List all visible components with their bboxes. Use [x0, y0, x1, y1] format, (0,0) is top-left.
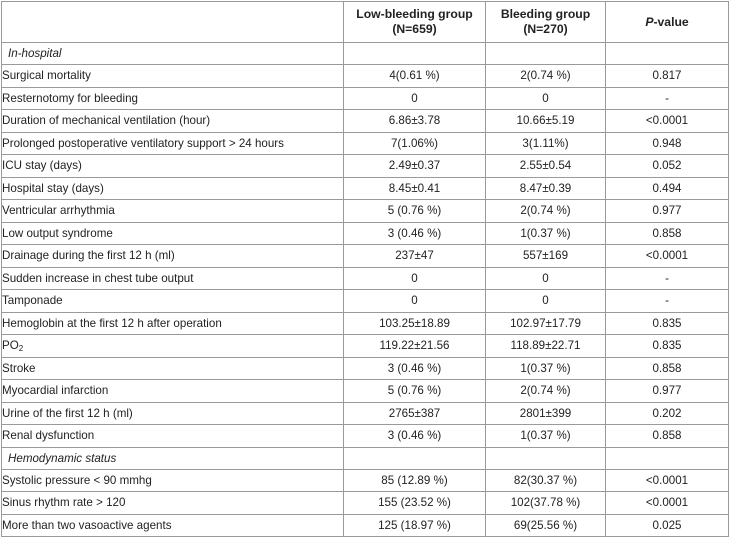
table-row	[2, 87, 729, 110]
row-label: Low output syndrome	[2, 226, 113, 240]
low-bleeding-value: 119.22±21.56	[344, 335, 486, 358]
row-label-cell	[2, 200, 344, 223]
section-title: Hemodynamic status	[2, 447, 344, 469]
bleeding-value: 8.47±0.39	[486, 177, 606, 200]
row-label-cell	[2, 245, 344, 268]
row-label-cell	[2, 177, 344, 200]
bleeding-value: 102(37.78 %)	[486, 492, 606, 515]
row-label: Myocardial infarction	[2, 384, 109, 398]
row-label: More than two vasoactive agents	[2, 518, 172, 532]
row-label: Hospital stay (days)	[2, 181, 104, 195]
section-row	[2, 447, 729, 469]
p-value: 0.202	[606, 402, 729, 425]
table-row	[2, 492, 729, 515]
low-bleeding-value: 0	[344, 267, 486, 290]
row-label: Hemoglobin at the first 12 h after operation	[2, 316, 222, 330]
low-bleeding-value: 3 (0.46 %)	[344, 425, 486, 448]
bleeding-value: 69(25.56 %)	[486, 514, 606, 537]
table-row	[2, 312, 729, 335]
p-value: 0.858	[606, 425, 729, 448]
table-row	[2, 357, 729, 380]
bleeding-value: 2(0.74 %)	[486, 65, 606, 88]
header-low-bleeding	[344, 2, 486, 43]
row-label-cell	[2, 312, 344, 335]
header-low-n: (N=659)	[392, 22, 437, 36]
low-bleeding-value: 5 (0.76 %)	[344, 380, 486, 403]
row-label: Tamponade	[2, 294, 63, 308]
p-value: 0.817	[606, 65, 729, 88]
header-bleeding	[486, 2, 606, 43]
table-row	[2, 514, 729, 537]
section-row	[2, 43, 729, 65]
section-title: In-hospital	[2, 43, 344, 65]
row-label: Surgical mortality	[2, 69, 91, 83]
low-bleeding-value: 0	[344, 87, 486, 110]
table-row	[2, 155, 729, 178]
section-empty-cell	[486, 43, 606, 65]
bleeding-value: 0	[486, 290, 606, 313]
row-label-cell	[2, 65, 344, 88]
p-value: <0.0001	[606, 245, 729, 268]
low-bleeding-value: 103.25±18.89	[344, 312, 486, 335]
row-label: Stroke	[2, 361, 36, 375]
row-label: Prolonged postoperative ventilatory support > 24 hours	[2, 136, 284, 150]
row-label-cell	[2, 469, 344, 492]
table-row	[2, 469, 729, 492]
row-label-cell	[2, 492, 344, 515]
table-row	[2, 290, 729, 313]
row-label: Duration of mechanical ventilation (hour)	[2, 114, 211, 128]
table-body	[2, 43, 729, 537]
low-bleeding-value: 6.86±3.78	[344, 110, 486, 133]
header-bleed-n: (N=270)	[523, 22, 568, 36]
header-low-title: Low-bleeding group	[356, 7, 473, 21]
table-row	[2, 110, 729, 133]
row-label-cell	[2, 222, 344, 245]
bleeding-value: 10.66±5.19	[486, 110, 606, 133]
bleeding-value: 557±169	[486, 245, 606, 268]
p-value: 0.858	[606, 222, 729, 245]
row-label: PO	[2, 338, 19, 352]
bleeding-value: 102.97±17.79	[486, 312, 606, 335]
row-label-cell	[2, 425, 344, 448]
table-row	[2, 200, 729, 223]
table-row	[2, 335, 729, 358]
row-label-cell	[2, 335, 344, 358]
row-label-cell	[2, 132, 344, 155]
table-row	[2, 132, 729, 155]
section-empty-cell	[486, 447, 606, 469]
section-empty-cell	[606, 43, 729, 65]
outcomes-table	[1, 1, 729, 537]
low-bleeding-value: 155 (23.52 %)	[344, 492, 486, 515]
row-label-cell	[2, 155, 344, 178]
row-label: Drainage during the first 12 h (ml)	[2, 249, 175, 263]
row-label-cell	[2, 380, 344, 403]
p-value: <0.0001	[606, 110, 729, 133]
header-p-value	[606, 2, 729, 43]
low-bleeding-value: 3 (0.46 %)	[344, 222, 486, 245]
header-p-italic: P	[645, 14, 654, 29]
bleeding-value: 1(0.37 %)	[486, 425, 606, 448]
p-value: 0.977	[606, 200, 729, 223]
row-label-cell	[2, 402, 344, 425]
low-bleeding-value: 2765±387	[344, 402, 486, 425]
row-label: Urine of the first 12 h (ml)	[2, 406, 133, 420]
table-row	[2, 245, 729, 268]
table-row	[2, 402, 729, 425]
low-bleeding-value: 125 (18.97 %)	[344, 514, 486, 537]
table-row	[2, 380, 729, 403]
bleeding-value: 2.55±0.54	[486, 155, 606, 178]
bleeding-value: 2801±399	[486, 402, 606, 425]
p-value: -	[606, 290, 729, 313]
bleeding-value: 2(0.74 %)	[486, 380, 606, 403]
row-label-subscript: 2	[18, 343, 24, 353]
p-value: 0.835	[606, 335, 729, 358]
row-label: ICU stay (days)	[2, 159, 82, 173]
table-row	[2, 65, 729, 88]
p-value: 0.052	[606, 155, 729, 178]
low-bleeding-value: 2.49±0.37	[344, 155, 486, 178]
bleeding-value: 2(0.74 %)	[486, 200, 606, 223]
row-label: Renal dysfunction	[2, 429, 95, 443]
row-label: Ventricular arrhythmia	[2, 204, 115, 218]
low-bleeding-value: 4(0.61 %)	[344, 65, 486, 88]
header-blank-cell	[2, 2, 344, 43]
table-row	[2, 222, 729, 245]
bleeding-value: 0	[486, 87, 606, 110]
p-value: -	[606, 87, 729, 110]
p-value: <0.0001	[606, 469, 729, 492]
p-value: 0.977	[606, 380, 729, 403]
p-value: 0.858	[606, 357, 729, 380]
row-label-cell	[2, 110, 344, 133]
table-row	[2, 177, 729, 200]
low-bleeding-value: 3 (0.46 %)	[344, 357, 486, 380]
row-label-cell	[2, 514, 344, 537]
p-value: 0.948	[606, 132, 729, 155]
section-empty-cell	[344, 43, 486, 65]
header-row	[2, 2, 729, 43]
table-row	[2, 267, 729, 290]
p-value: <0.0001	[606, 492, 729, 515]
bleeding-value: 3(1.11%)	[486, 132, 606, 155]
bleeding-value: 1(0.37 %)	[486, 222, 606, 245]
table-row	[2, 425, 729, 448]
row-label-cell	[2, 357, 344, 380]
row-label-cell	[2, 290, 344, 313]
header-p-rest: -value	[653, 14, 689, 29]
p-value: 0.494	[606, 177, 729, 200]
bleeding-value: 118.89±22.71	[486, 335, 606, 358]
p-value: -	[606, 267, 729, 290]
low-bleeding-value: 8.45±0.41	[344, 177, 486, 200]
header-bleed-title: Bleeding group	[500, 7, 591, 21]
section-empty-cell	[606, 447, 729, 469]
low-bleeding-value: 0	[344, 290, 486, 313]
row-label-cell	[2, 87, 344, 110]
p-value: 0.025	[606, 514, 729, 537]
p-value: 0.835	[606, 312, 729, 335]
low-bleeding-value: 237±47	[344, 245, 486, 268]
low-bleeding-value: 85 (12.89 %)	[344, 469, 486, 492]
low-bleeding-value: 5 (0.76 %)	[344, 200, 486, 223]
row-label: Sudden increase in chest tube output	[2, 271, 194, 285]
low-bleeding-value: 7(1.06%)	[344, 132, 486, 155]
bleeding-value: 0	[486, 267, 606, 290]
bleeding-value: 82(30.37 %)	[486, 469, 606, 492]
row-label: Resternotomy for bleeding	[2, 91, 138, 105]
row-label-cell	[2, 267, 344, 290]
section-empty-cell	[344, 447, 486, 469]
bleeding-value: 1(0.37 %)	[486, 357, 606, 380]
row-label: Systolic pressure < 90 mmhg	[2, 473, 152, 487]
row-label: Sinus rhythm rate > 120	[2, 496, 126, 510]
